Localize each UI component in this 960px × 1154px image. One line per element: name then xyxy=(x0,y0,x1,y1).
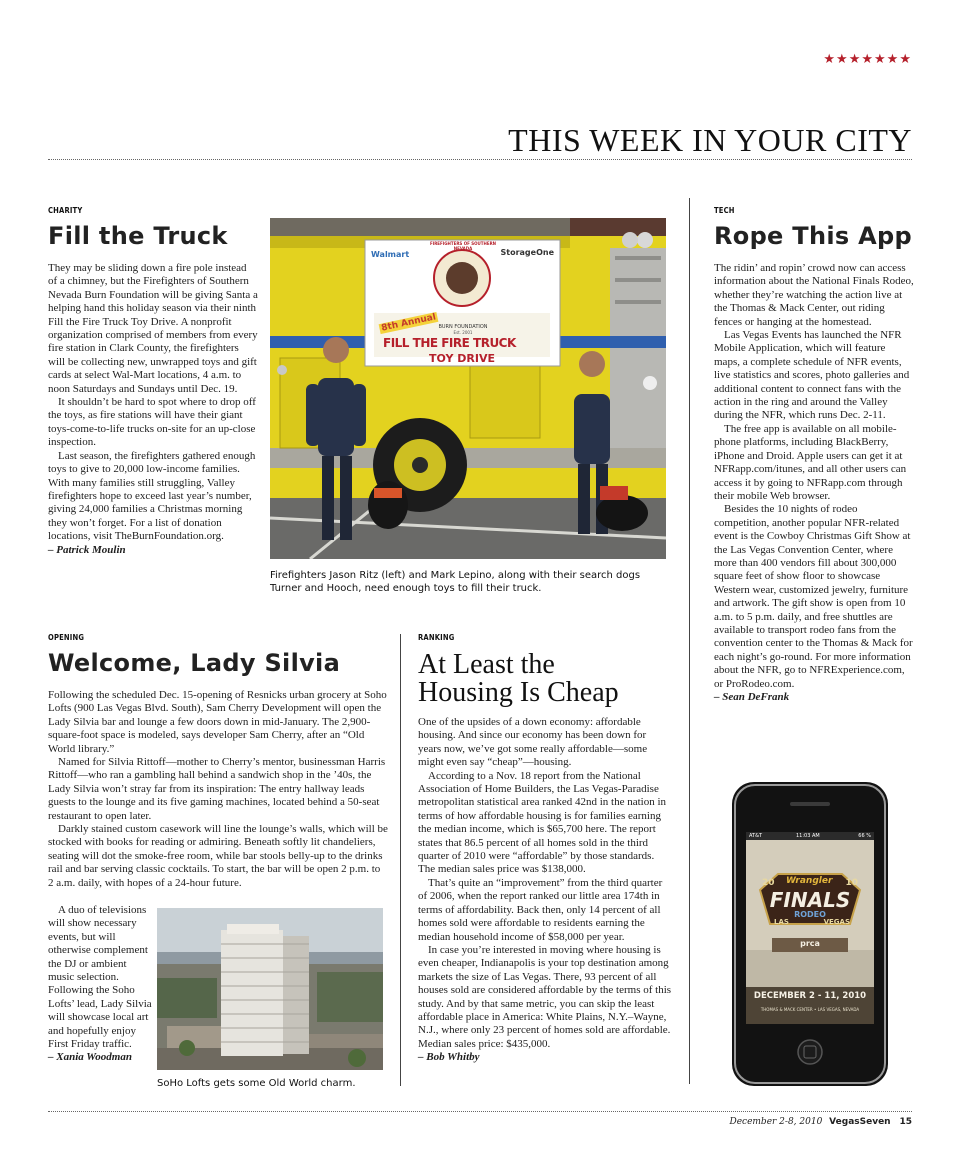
tech-headline: Rope This App xyxy=(714,222,912,250)
opening-paragraph: Darkly stained custom casework will line the lounge’s walls, which will be stocked with books for reading or admiring. Beneath softly lit chandeliers, seating will dot the smoke-free room, while bar stools belly-up to the drinks rail and bar serving classic cocktails. To start, the bar will be open 2 p.m. to 2 a.m. daily, with hopes of a 24-hour future. xyxy=(48,823,388,889)
banner-title: FILL THE FIRE TRUCK xyxy=(383,336,516,350)
nfr-iphone-image xyxy=(732,782,888,1086)
ranking-headline-line2: Housing Is Cheap xyxy=(418,677,619,708)
column-divider xyxy=(400,634,401,1086)
walmart-logo: Walmart xyxy=(371,250,410,259)
phone-time: 11:03 AM xyxy=(796,833,820,839)
tech-paragraph: Besides the 10 nights of rodeo competition, another popular NFR-related event is the Cowboy Christmas Gift Show at the Las Vegas Convention Center, where more than 400 vendors fill about 300,000 square feet of show floor to showcase Western wear, customized jewelry, furniture and artwork. The gift show is open from 10 a.m. to 5 p.m. daily, and free shuttles are available to transport rodeo fans from the convention center to the Thomas & Mack for each night’s go-round. For more information about the NFR, go to NFRExperience.com, or ProRodeo.com. xyxy=(714,503,913,690)
phone-screen-content xyxy=(746,832,874,1024)
burn-foundation-label: BURN FOUNDATION xyxy=(438,324,488,330)
opening-kicker: OPENING xyxy=(48,633,85,642)
opening-narrow-body xyxy=(48,904,152,1065)
opening-paragraph: Following the scheduled Dec. 15-opening of Resnicks urban grocery at Soho Lofts (900 Las Vegas Blvd. South), Sam Cherry Development will open the Lady Silvia bar and lounge a few doors down in mid-January. The 2,900-square-foot space is modeled, says developer Sam Cherry, after an “Old World library.” xyxy=(48,689,387,755)
charity-body xyxy=(48,262,258,557)
charity-headline: Fill the Truck xyxy=(48,222,228,250)
logo-prca: prca xyxy=(800,939,820,948)
column-divider xyxy=(689,198,690,1084)
phone-dates: DECEMBER 2 - 11, 2010 xyxy=(753,991,867,1001)
charity-kicker: CHARITY xyxy=(48,206,83,215)
fire-truck-caption: Firefighters Jason Ritz (left) and Mark Lepino, along with their search dogs Turner and Hooch, need enough toys to fill their truck. xyxy=(270,570,641,594)
ranking-paragraph: According to a Nov. 18 report from the National Association of Home Builders, the Las Vegas-Paradise metropolitan statistical area ranked 42nd in the nation in terms of how affordable housing is for families earning the median income, which is $65,700 here. The report states that 86.5 percent of all homes sold in the third quarter of 2010 were “affordable” by those standards. The median sales price was $138,000. xyxy=(418,769,667,876)
section-title: THIS WEEK IN YOUR CITY xyxy=(508,122,912,158)
ranking-paragraph: In case you’re interested in moving where housing is even cheaper, Indianapolis is your top destination among markets the size of Las Vegas. There, 93 percent of all houses sold are considered affordable by the terms of this study. And by that same metric, you can skip the least affordable place in America: White Plains, N.Y.–Wayne, N.J., where only 23 percent of homes sold are affordable. Median sales price: $435,000. xyxy=(418,943,672,1050)
ranking-headline-line1: At Least the xyxy=(418,649,555,680)
ranking-paragraph: One of the upsides of a down economy: affordable housing. And since our economy has been down for years now, we’ve got some really affordable—some might even say “cheap”—housing. xyxy=(418,716,648,769)
ranking-paragraph: That’s quite an “improvement” from the third quarter of 2006, when the report ranked our little area 174th in terms of affordability. Back then, only 14 percent of all homes sold were affordable to residents earning the median household income of $58,000 per year. xyxy=(418,876,663,943)
logo-wrangler: Wrangler xyxy=(786,876,833,886)
logo-year-left: 20 xyxy=(762,878,775,888)
logo-las: LAS xyxy=(774,918,789,926)
fire-truck-photo xyxy=(270,218,666,559)
tech-byline: – Sean DeFrank xyxy=(714,691,790,703)
opening-narrow-paragraph: A duo of televisions will show necessary events, but will otherwise complement the DJ or ambient music selection. Following the Soho Lofts’ lead, Lady Silvia will showcase local art and hopefully enjoy First Friday traffic. xyxy=(48,904,152,1051)
charity-byline: – Patrick Moulin xyxy=(48,543,126,556)
opening-body xyxy=(48,689,388,890)
logo-finals: FINALS xyxy=(769,888,851,912)
banner-annual: 8th Annual xyxy=(380,312,437,334)
opening-paragraph: Named for Silvia Rittoff—mother to Cherry’s mentor, businessman Harris Rittoff—who ran a gambling hall behind a sandwich shop in the ’40s, the Lady Silvia won’t stray far from its inspiration: The entry hallway leads guests to the lounge and its five gaming machines, located behind a 50-seat restaurant to open later. xyxy=(48,756,386,822)
tech-paragraph: The free app is available on all mobile-phone platforms, including BlackBerry, iPhone and Droid. Apple users can get it at NFRapp.com/itunes, and all other users can access it by going to NFRapp.com through their mobile Web browser. xyxy=(714,422,907,502)
soho-lofts-caption: SoHo Lofts gets some Old World charm. xyxy=(157,1078,356,1089)
footer-magazine: VegasSeven xyxy=(829,1117,891,1127)
footer-date: December 2-8, 2010 xyxy=(729,1117,823,1127)
decorative-stars: ★★★★★★★ xyxy=(823,52,912,67)
charity-paragraph: They may be sliding down a fire pole instead of a chimney, but the Firefighters of Southern Nevada Burn Foundation will be giving Santa a helping hand this holiday season via their ninth Fill the Fire Truck Toy Drive. A nonprofit organization comprised of members from every fire station in Clark County, the firefighters will be collecting new, unwrapped toys and gift cards at select Wal-Mart locations, 4 a.m. to noon Saturdays and Sundays until Dec. 19. xyxy=(48,262,258,395)
charity-paragraph: It shouldn’t be hard to spot where to drop off the toys, as fire stations will have their giant toys-come-to-life trucks on-site for an up-close inspection. xyxy=(48,396,256,449)
logo-vegas: VEGAS xyxy=(823,918,850,926)
ranking-kicker: RANKING xyxy=(418,633,455,642)
ranking-body xyxy=(418,716,672,1065)
opening-headline: Welcome, Lady Silvia xyxy=(48,649,341,677)
logo-rodeo: RODEO xyxy=(794,910,826,919)
foundation-arc-text: FIREFIGHTERS OF SOUTHERN NEVADA xyxy=(430,241,496,251)
tech-paragraph: Las Vegas Events has launched the NFR Mobile Application, which will feature maps, a complete schedule of NFR events, live statistics and scores, photo galleries and additional content to connect fans with the action in the ring and around the Valley during the NFR, which runs Dec. 2-11. xyxy=(714,329,910,422)
soho-lofts-photo xyxy=(157,908,383,1070)
phone-carrier: AT&T xyxy=(749,833,763,839)
phone-venue: THOMAS & MACK CENTER • LAS VEGAS, NEVADA xyxy=(760,1007,860,1012)
page-footer xyxy=(729,1117,912,1127)
banner-subtitle: TOY DRIVE xyxy=(429,352,495,365)
logo-year-right: 10 xyxy=(845,878,858,888)
toy-drive-banner xyxy=(365,240,560,366)
opening-byline: – Xania Woodman xyxy=(48,1051,132,1064)
storage-one-logo: StorageOne xyxy=(500,248,554,257)
ranking-byline: – Bob Whitby xyxy=(418,1051,480,1064)
header-divider xyxy=(48,159,912,160)
tech-kicker: TECH xyxy=(714,206,735,215)
charity-paragraph: Last season, the firefighters gathered enough toys to give to 20,000 low-income families. With many families still struggling, Valley firefighters hope to exceed last year’s number, giving 24,000 families a Christmas morning they won’t forget. For a list of donation locations, visit TheBurnFoundation.org. xyxy=(48,449,256,543)
tech-paragraph: The ridin’ and ropin’ crowd now can access information about the National Finals Rodeo, whether they’re watching the action live at the Thomas & Mack Center, out riding fences or hanging at the homestead. xyxy=(714,262,914,328)
established-label: Est. 2001 xyxy=(453,330,473,335)
phone-battery: 66 % xyxy=(858,833,871,839)
tech-body xyxy=(714,262,914,704)
footer-divider xyxy=(48,1111,912,1112)
page-number: 15 xyxy=(899,1117,912,1127)
